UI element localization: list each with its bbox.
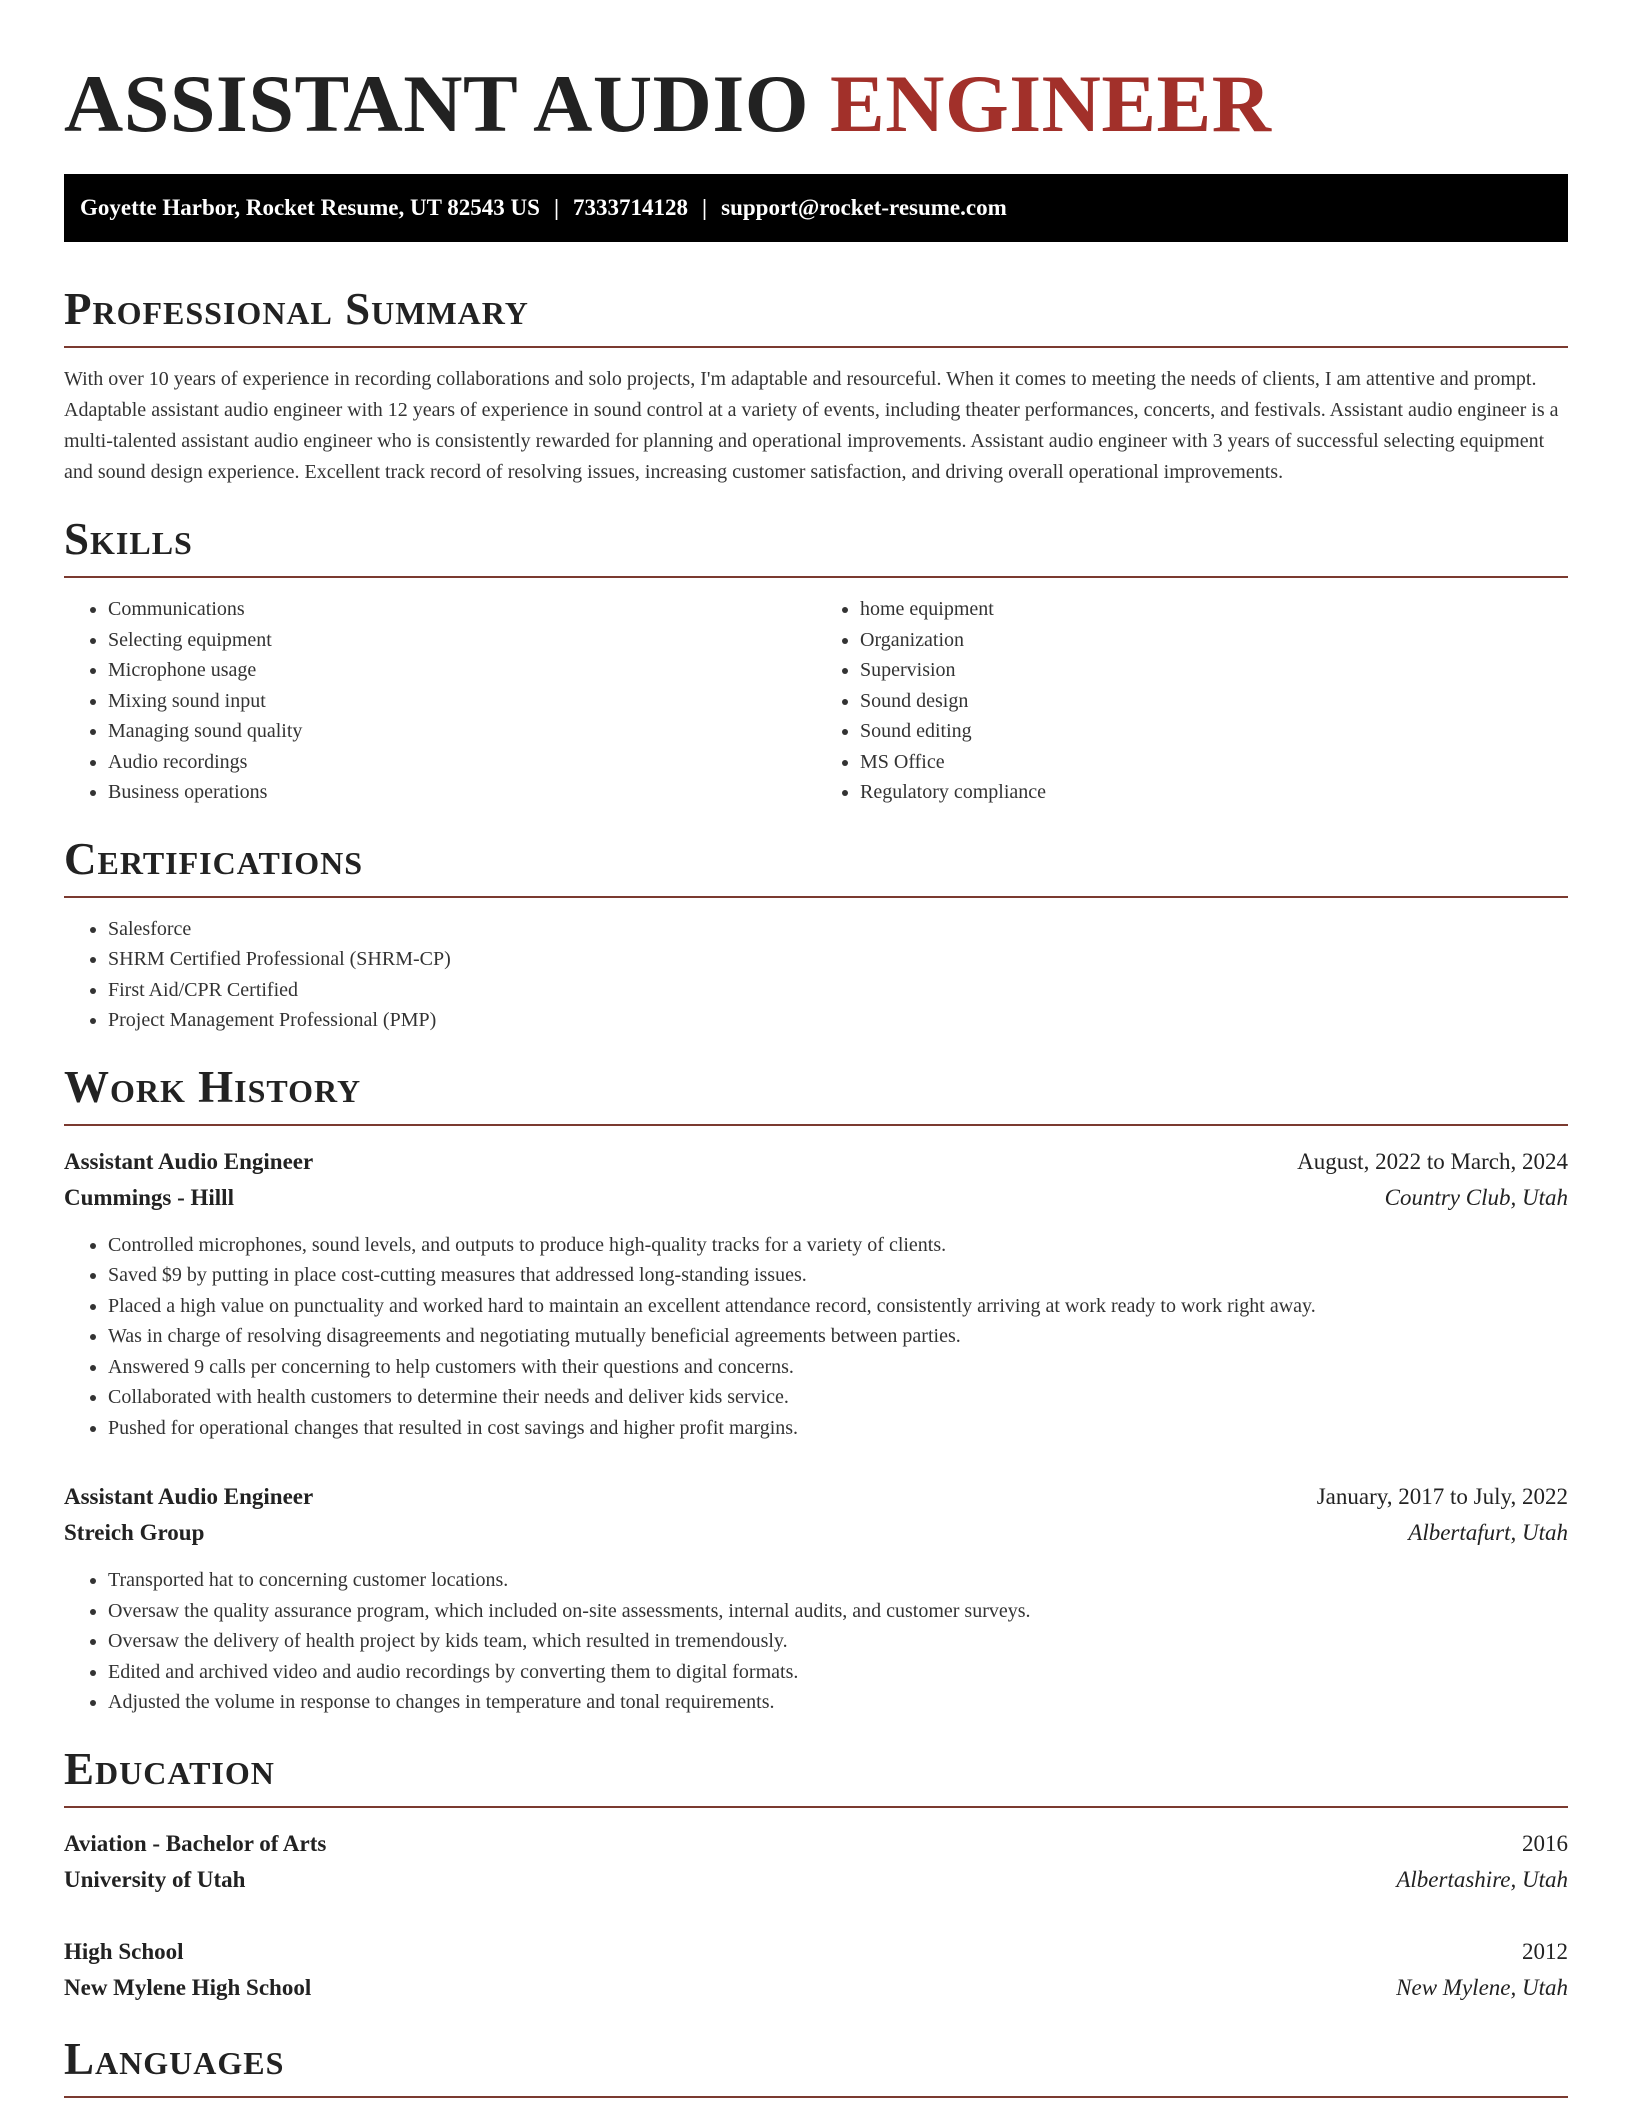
skill-item: • Supervision [860, 655, 1568, 686]
summary-text: With over 10 years of experience in recording collaborations and solo projects, I'm adaptable and resourceful. When it comes to meeting the needs of clients, I am attentive and prompt. Adaptable assistant audio engineer with 12 years of experience in sound control at a variety of events, including theater performances, concerts, and festivals. Assistant audio engineer is a multi-talented assistant audio engineer who is consistently rewarded for planning and operational improvements. Assistant audio engineer with 3 years of successful selecting equipment and sound design experience. Excellent track record of resolving issues, increasing customer satisfaction, and driving overall operational improvements. [64, 368, 1559, 483]
skill-item: • Regulatory compliance [860, 777, 1568, 808]
skills-list-left [64, 594, 816, 808]
languages-heading: Languages [64, 2036, 1568, 2098]
job-company: Streich Group [64, 1520, 205, 1545]
skill-item: • MS Office [860, 747, 1568, 778]
education-school: University of Utah [64, 1866, 246, 1892]
education-subheader-row [64, 1862, 1568, 1898]
certification-item: • Salesforce [108, 914, 1568, 945]
title-main: ASSISTANT AUDIO [64, 58, 831, 149]
job-location: Albertafurt, Utah [1408, 1520, 1568, 1545]
job-header-row [64, 1479, 1568, 1515]
job-duty: • Transported hat to concerning customer locations. [108, 1565, 1568, 1596]
contact-bar [64, 174, 1568, 242]
job-duty: • Was in charge of resolving disagreements and negotiating mutually beneficial agreements between parties. [108, 1321, 1568, 1352]
education-year: 2012 [1522, 1938, 1568, 1964]
job-entry [64, 1144, 1568, 1444]
skill-item: • Business operations [108, 777, 816, 808]
job-entry [64, 1479, 1568, 1718]
skill-item: • Selecting equipment [108, 625, 816, 656]
job-location: Country Club, Utah [1384, 1184, 1568, 1210]
job-duty: • Answered 9 calls per concerning to help customers with their questions and concerns. [108, 1352, 1568, 1383]
certification-item: • SHRM Certified Professional (SHRM-CP) [108, 944, 1568, 975]
job-role: Assistant Audio Engineer [64, 1148, 314, 1174]
job-role: Assistant Audio Engineer [64, 1484, 314, 1509]
skill-item: • home equipment [860, 594, 1568, 625]
job-subheader-row [64, 1180, 1568, 1216]
job-duty: • Oversaw the quality assurance program, which included on-site assessments, internal audits, and customer surveys. [108, 1596, 1568, 1627]
education-entry [64, 1826, 1568, 1898]
skill-item: • Sound editing [860, 716, 1568, 747]
job-duty: • Pushed for operational changes that resulted in cost savings and higher profit margins. [108, 1413, 1568, 1444]
skill-item: • Mixing sound input [108, 686, 816, 717]
contact-separator: | [702, 195, 708, 220]
contact-separator: | [553, 195, 560, 220]
skill-item: • Communications [108, 594, 816, 625]
title-accent: ENGINEER [830, 58, 1272, 149]
education-section [64, 1743, 1568, 2006]
languages-section [64, 2033, 1568, 2098]
education-location: Albertashire, Utah [1396, 1866, 1568, 1892]
certification-item: • First Aid/CPR Certified [108, 975, 1568, 1006]
education-header-row [64, 1826, 1568, 1862]
job-dates: August, 2022 to March, 2024 [1297, 1148, 1568, 1174]
summary-section [64, 286, 1568, 488]
certifications-heading: Certifications [64, 836, 1568, 898]
contact-phone: 7333714128 [573, 195, 689, 220]
job-dates: January, 2017 to July, 2022 [1316, 1484, 1568, 1509]
certifications-section [64, 833, 1568, 1036]
job-duties-list [64, 1565, 1568, 1718]
skills-section [64, 516, 1568, 808]
education-degree: High School [64, 1938, 184, 1964]
job-header-row [64, 1144, 1568, 1180]
education-subheader-row [64, 1970, 1568, 2006]
summary-heading: Professional Summary [64, 286, 1568, 348]
job-duties-list [64, 1230, 1568, 1444]
skills-grid [64, 578, 1568, 808]
certifications-list [64, 914, 1568, 1036]
job-duty: • Edited and archived video and audio recordings by converting them to digital formats. [108, 1657, 1568, 1688]
skills-heading: Skills [64, 516, 1568, 578]
job-duty: • Controlled microphones, sound levels, and outputs to produce high-quality tracks for a variety of clients. [108, 1230, 1568, 1261]
job-duty: • Saved $9 by putting in place cost-cutting measures that addressed long-standing issues. [108, 1260, 1568, 1291]
education-entry [64, 1934, 1568, 2006]
education-heading: Education [64, 1746, 1568, 1808]
skill-item: • Sound design [860, 686, 1568, 717]
resume-title [64, 0, 1568, 150]
education-location: New Mylene, Utah [1396, 1974, 1568, 2000]
education-degree: Aviation - Bachelor of Arts [64, 1830, 327, 1856]
job-subheader-row [64, 1515, 1568, 1551]
job-duty: • Collaborated with health customers to determine their needs and deliver kids service. [108, 1382, 1568, 1413]
skills-list-right [816, 594, 1568, 808]
job-duty: • Oversaw the delivery of health project by kids team, which resulted in tremendously. [108, 1626, 1568, 1657]
certification-item: • Project Management Professional (PMP) [108, 1005, 1568, 1036]
education-school: New Mylene High School [64, 1974, 312, 2000]
skill-item: • Audio recordings [108, 747, 816, 778]
contact-email[interactable]: support@rocket-resume.com [721, 195, 1007, 220]
contact-address: Goyette Harbor, Rocket Resume, UT 82543 US [80, 195, 540, 220]
job-duty: • Adjusted the volume in response to changes in temperature and tonal requirements. [108, 1687, 1568, 1718]
work-history-section [64, 1061, 1568, 1718]
skill-item: • Organization [860, 625, 1568, 656]
work-history-heading: Work History [64, 1064, 1568, 1126]
job-duty: • Placed a high value on punctuality and worked hard to maintain an excellent attendance record, consistently arriving at work ready to work right away. [108, 1291, 1568, 1322]
job-company: Cummings - Hilll [64, 1184, 234, 1210]
education-header-row [64, 1934, 1568, 1970]
education-year: 2016 [1522, 1830, 1568, 1856]
skill-item: • Microphone usage [108, 655, 816, 686]
skill-item: • Managing sound quality [108, 716, 816, 747]
